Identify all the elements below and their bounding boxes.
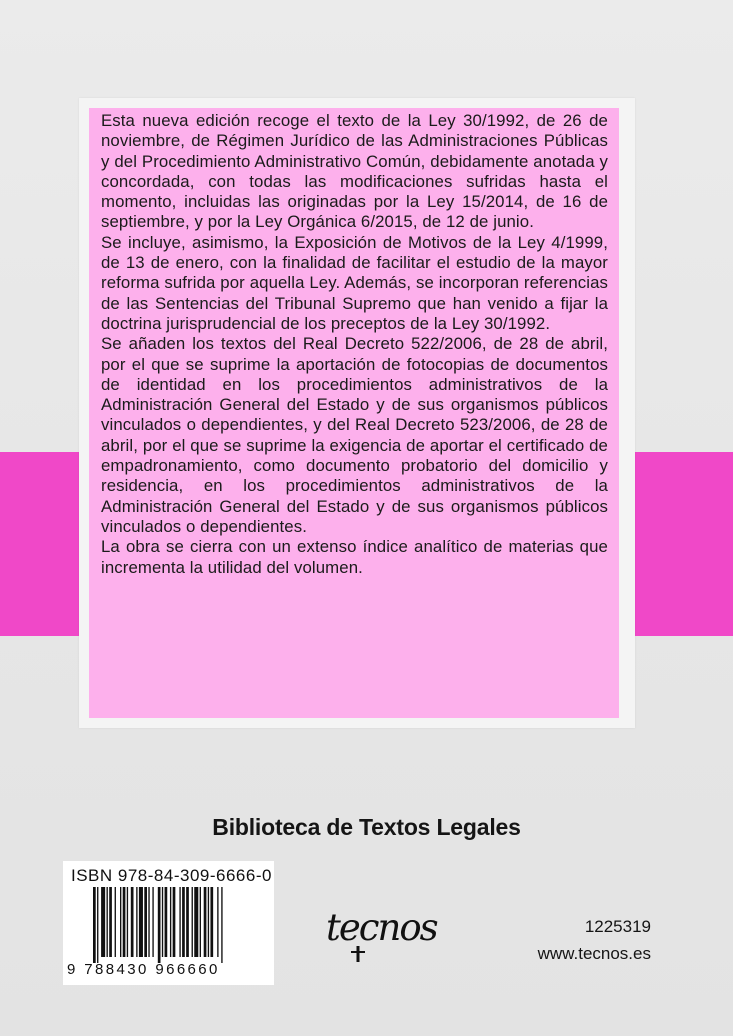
tecnos-logo-icon <box>324 896 437 966</box>
blurb-paragraph-1: Esta nueva edición recoge el texto de la Ley 30/1992, de 26 de noviembre, de Régimen Jurídico de las Administraciones Públicas y del Procedimiento Administrativo Común, debidamente anotada y concordada, con todas las modificaciones sufridas hasta el momento, incluidas las originadas por la Ley 15/2014, de 16 de septiembre, y por la Ley Orgánica 6/2015, de 12 de junio. <box>101 111 608 232</box>
publisher-website: www.tecnos.es <box>537 944 651 963</box>
barcode-digits: 9 788430 966660 <box>67 961 220 978</box>
series-title: Biblioteca de Textos Legales <box>212 814 521 840</box>
reference-code: 1225319 <box>584 917 651 936</box>
barcode-panel <box>63 861 274 985</box>
blurb-paragraph-3: Se añaden los textos del Real Decreto 522/2006, de 28 de abril, por el que se suprime la aportación de fotocopias de documentos de identidad en los procedimientos administrativos de la Administración General del Estado y de sus organismos públicos vinculados o dependientes, y del Real Decreto 523/2006, de 28 de abril, por el que se suprime la exigencia de aportar el certificado de empadronamiento, como documento probatorio del domicilio y residencia, en los procedimientos administrativos de la Administración General del Estado y de sus organismos públicos vinculados o dependientes. <box>101 334 608 536</box>
blurb-box <box>89 108 619 718</box>
blurb-paragraph-2: Se incluye, asimismo, la Exposición de Motivos de la Ley 4/1999, de 13 de enero, con la finalidad de facilitar el estudio de la mayor reforma sufrida por aquella Ley. Además, se incorporan referencias de las Sentencias del Tribunal Supremo que han venido a fijar la doctrina jurisprudencial de los preceptos de la Ley 30/1992. <box>101 232 608 333</box>
svg-text:tecnos: tecnos <box>326 906 437 949</box>
isbn-label: ISBN 978-84-309-6666-0 <box>71 866 272 885</box>
blurb-paragraph-4: La obra se cierra con un extenso índice analítico de materias que incrementa la utilidad del volumen. <box>101 537 608 577</box>
barcode-icon <box>93 887 258 963</box>
